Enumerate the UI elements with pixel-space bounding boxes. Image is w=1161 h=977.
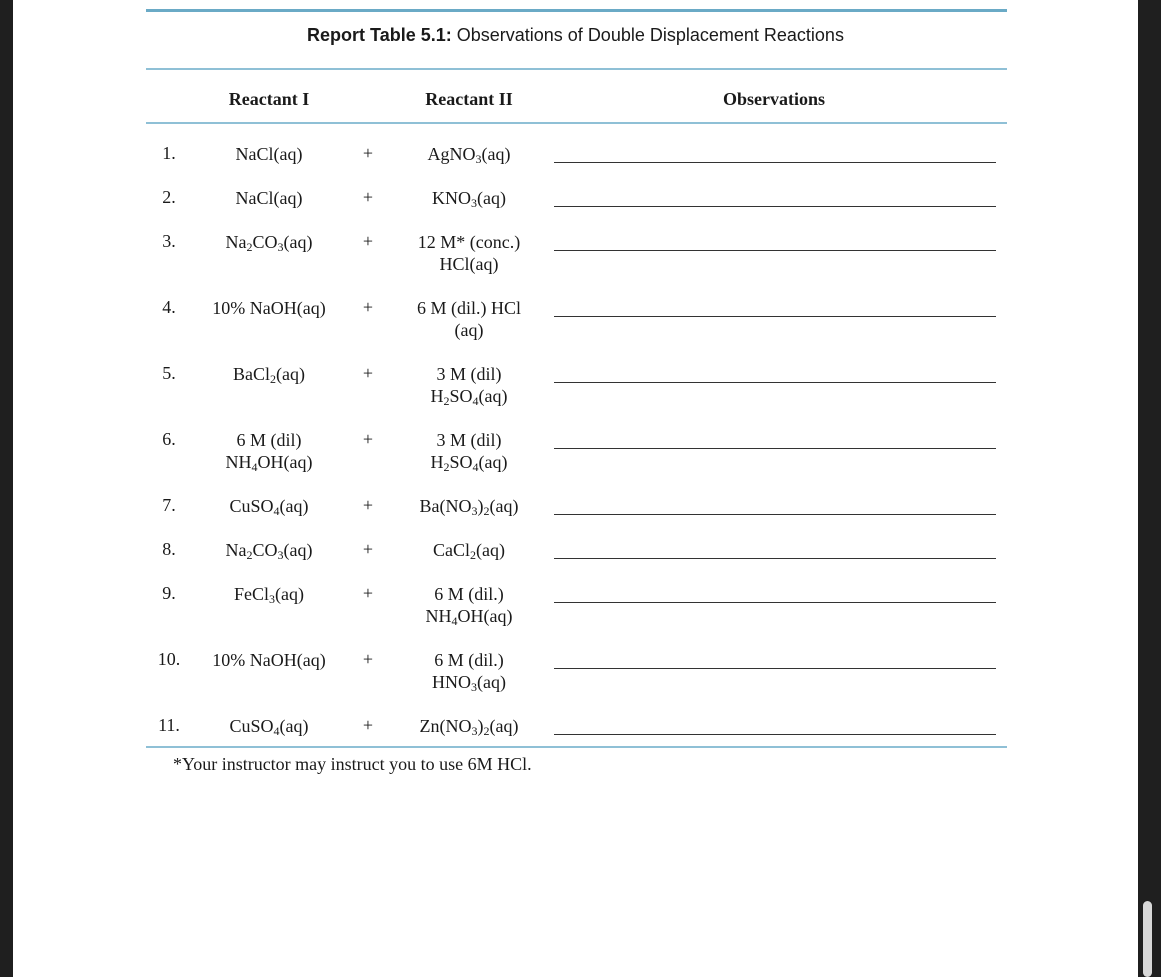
row-number: 5.	[162, 363, 176, 383]
observation-blank-line	[554, 316, 996, 317]
reactant-2-cell: 6 M (dil.) $HNO_3(aq)$	[432, 650, 506, 694]
reactant-2-cell: AgNO$_3$(aq)	[427, 144, 511, 166]
reactant-2-cell: $KNO_3(aq)$	[432, 188, 506, 210]
plus-sign: +	[362, 583, 374, 603]
plus-sign: +	[362, 649, 374, 669]
reactant-1-cell: CuSO$_4$(aq)	[229, 716, 309, 738]
plus-sign: +	[362, 297, 374, 317]
reactant-2-cell: 12 M* (conc.) HCl(aq)	[417, 232, 521, 274]
row-number: 4.	[162, 297, 176, 317]
row-number: 1.	[162, 143, 176, 163]
header-observations: Observations	[722, 89, 825, 109]
table-bottom-rule	[146, 746, 1007, 748]
plus-sign: +	[362, 715, 374, 735]
observation-blank-line	[554, 382, 996, 383]
reactant-1-cell: 10% NaOH(aq)	[212, 298, 326, 318]
reactant-1-cell: NaCl(aq)	[235, 188, 303, 208]
reactant-1-cell: NaCl(aq)	[235, 144, 303, 164]
observation-blank-line	[554, 514, 996, 515]
reactant-1-cell: 6 M (dil) $NH_4OH(aq)$	[225, 430, 313, 474]
footnote: *Your instructor may instruct you to use 6M HCl.	[173, 754, 532, 774]
reactant-2-cell: 6 M (dil.) HCl (aq)	[416, 298, 521, 340]
reactant-2-cell: CaCl$_2$(aq)	[433, 540, 505, 562]
document-page	[13, 0, 1138, 977]
reactant-2-cell: $Zn(NO_3)_2(aq)$	[419, 716, 519, 738]
header-reactant-2: Reactant II	[425, 89, 513, 109]
plus-sign: +	[362, 363, 374, 383]
caption-label: Report Table 5.1:	[307, 25, 452, 45]
header-top-rule	[146, 68, 1007, 70]
observation-blank-line	[554, 250, 996, 251]
reactant-2-cell: 3 M (dil) $H_2SO_4(aq)$	[430, 430, 508, 474]
reactant-2-cell: $Ba(NO_3)_2(aq)$	[419, 496, 519, 518]
plus-sign: +	[362, 429, 374, 449]
table-caption	[13, 25, 1138, 46]
observation-blank-line	[554, 668, 996, 669]
reactant-1-cell: $Na_2CO_3(aq)$	[225, 232, 313, 254]
reactant-1-cell: 10% NaOH(aq)	[212, 650, 326, 670]
observation-blank-line	[554, 206, 996, 207]
caption-title: Observations of Double Displacement Reactions	[456, 25, 844, 45]
reactant-1-cell: FeCl$_3$(aq)	[234, 584, 304, 606]
row-number: 6.	[162, 429, 176, 449]
reactant-1-cell: CuSO$_4$(aq)	[229, 496, 309, 518]
plus-sign: +	[362, 495, 374, 515]
table-top-rule	[146, 9, 1007, 12]
observation-blank-line	[554, 602, 996, 603]
row-number: 10.	[157, 649, 181, 669]
observation-blank-line	[554, 448, 996, 449]
row-number: 7.	[162, 495, 176, 515]
plus-sign: +	[362, 143, 374, 163]
plus-sign: +	[362, 231, 374, 251]
scrollbar-thumb[interactable]	[1143, 901, 1152, 977]
observation-blank-line	[554, 162, 996, 163]
reactant-2-cell: 3 M (dil) $H_2SO_4(aq)$	[430, 364, 508, 408]
header-bottom-rule	[146, 122, 1007, 124]
plus-sign: +	[362, 187, 374, 207]
reactant-1-cell: BaCl$_2$(aq)	[233, 364, 305, 386]
plus-sign: +	[362, 539, 374, 559]
row-number: 9.	[162, 583, 176, 603]
row-number: 8.	[162, 539, 176, 559]
observation-blank-line	[554, 558, 996, 559]
row-number: 3.	[162, 231, 176, 251]
reactant-2-cell: 6 M (dil.) $NH_4OH(aq)$	[425, 584, 513, 628]
row-number: 2.	[162, 187, 176, 207]
header-reactant-1: Reactant I	[228, 89, 310, 109]
row-number: 11.	[158, 715, 180, 735]
observation-blank-line	[554, 734, 996, 735]
reactant-1-cell: $Na_2CO_3(aq)$	[225, 540, 313, 562]
